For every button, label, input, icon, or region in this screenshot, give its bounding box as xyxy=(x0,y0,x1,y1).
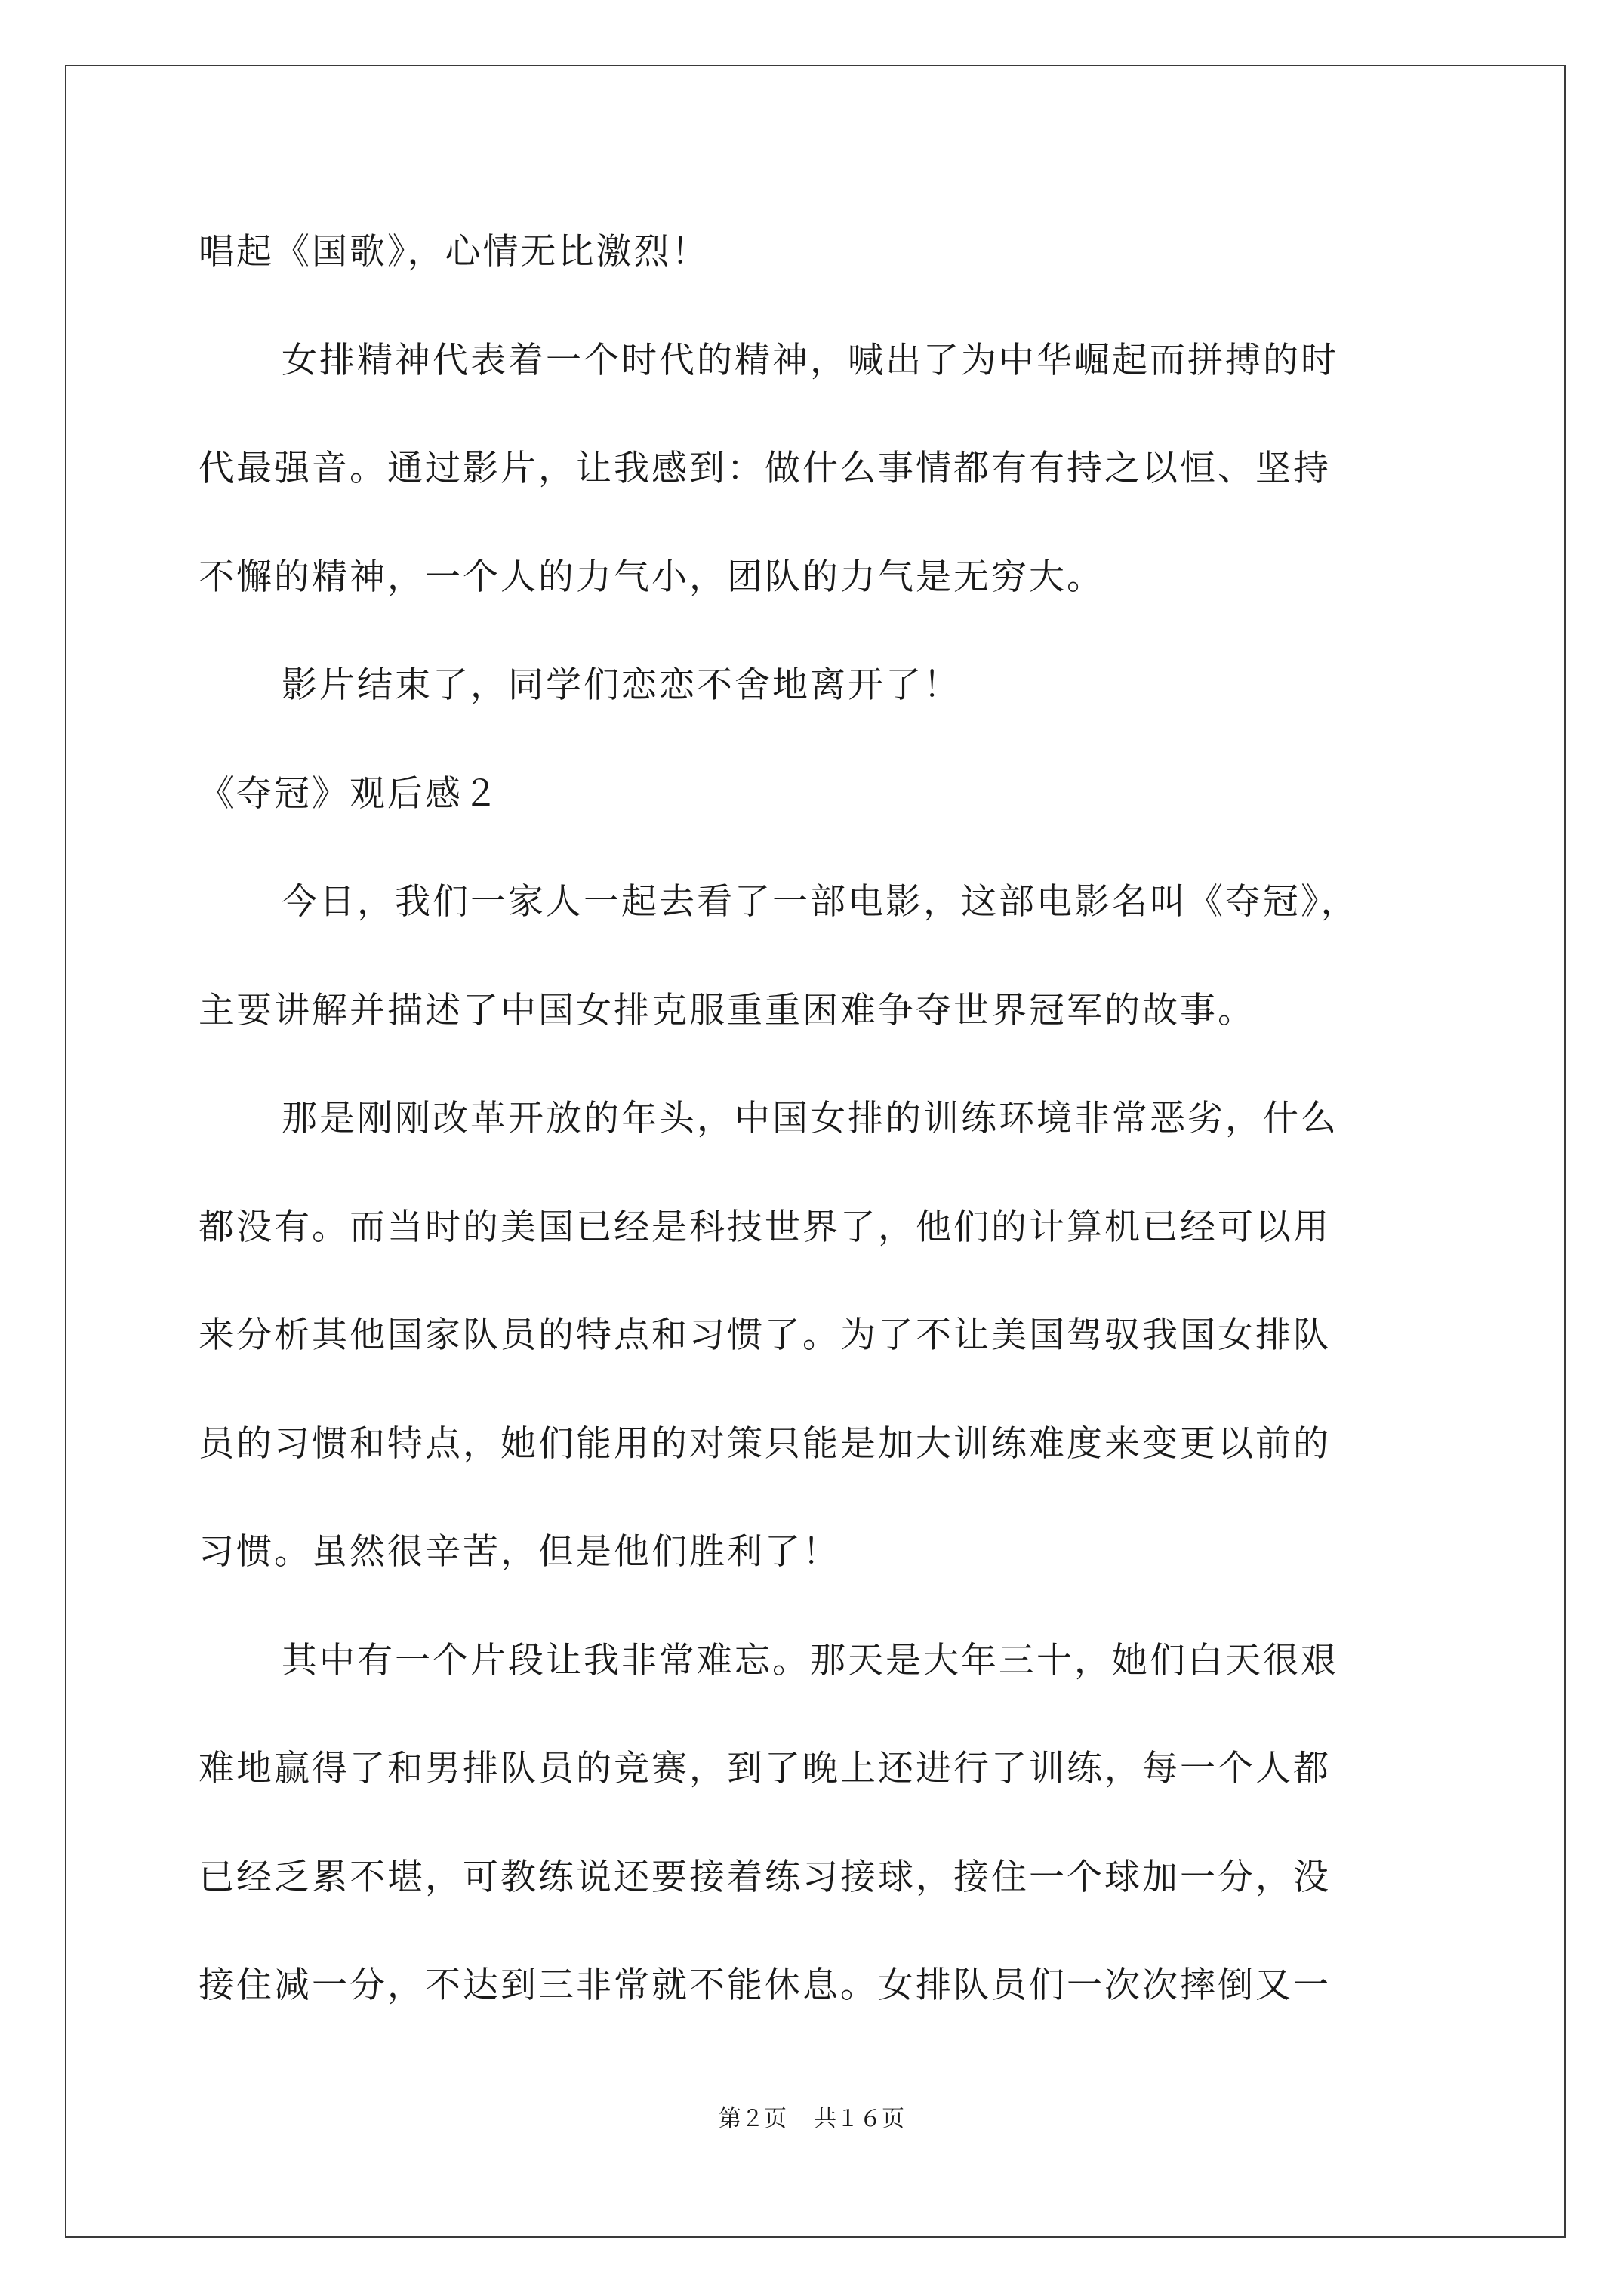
paragraph-start-line: 今日，我们一家人一起去看了一部电影，这部电影名叫《夺冠》， xyxy=(282,881,1359,923)
text-line: 已经乏累不堪，可教练说还要接着练习接球，接住一个球加一分，没 xyxy=(199,1857,1331,1898)
text-line: 不懈的精神，一个人的力气小，团队的力气是无穷大。 xyxy=(199,556,1104,598)
total-pages: 共１６页 xyxy=(814,2106,904,2132)
paragraph-start-line: 那是刚刚改革开放的年头，中国女排的训练环境非常恶劣，什么 xyxy=(282,1098,1338,1139)
text-line: 难地赢得了和男排队员的竞赛，到了晚上还进行了训练，每一个人都 xyxy=(199,1748,1331,1789)
text-line: 员的习惯和特点，她们能用的对策只能是加大训练难度来变更以前的 xyxy=(199,1423,1331,1465)
text-line: 习惯。虽然很辛苦，但是他们胜利了！ xyxy=(199,1531,840,1573)
page-number: 第２页 xyxy=(719,2106,787,2132)
paragraph-start-line: 影片结束了，同学们恋恋不舍地离开了！ xyxy=(282,664,961,706)
text-line: 接住减一分，不达到三非常就不能休息。女排队员们一次次摔倒又一 xyxy=(199,1965,1331,2006)
text-line: 唱起《国歌》，心情无比激烈！ xyxy=(199,231,710,273)
paragraph-start-line: 女排精神代表着一个时代的精神，喊出了为中华崛起而拼搏的时 xyxy=(282,340,1338,381)
page-footer xyxy=(0,2104,1623,2134)
section-heading: 《夺冠》观后感２ xyxy=(199,773,500,815)
text-line: 都没有。而当时的美国已经是科技世界了，他们的计算机已经可以用 xyxy=(199,1207,1331,1248)
text-line: 来分析其他国家队员的特点和习惯了。为了不让美国驾驭我国女排队 xyxy=(199,1314,1331,1356)
paragraph-start-line: 其中有一个片段让我非常难忘。那天是大年三十，她们白天很艰 xyxy=(282,1640,1338,1681)
page-border xyxy=(65,65,1566,2238)
text-line: 代最强音。通过影片，让我感到：做什么事情都有有持之以恒、坚持 xyxy=(199,448,1331,489)
text-line: 主要讲解并描述了中国女排克服重重困难争夺世界冠军的故事。 xyxy=(199,990,1255,1031)
